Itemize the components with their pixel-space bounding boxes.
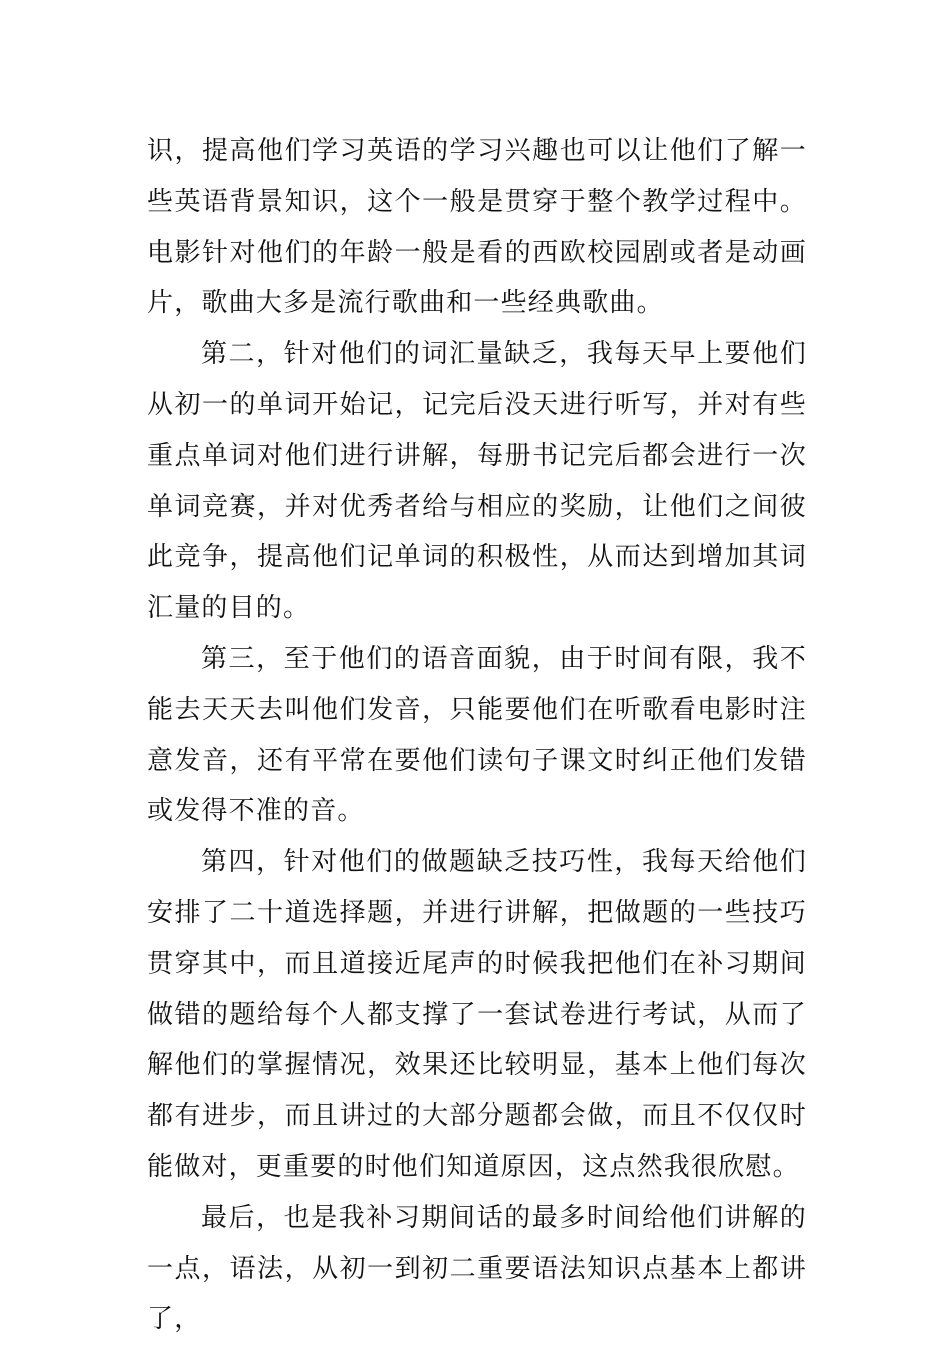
paragraph-fourth-point: 第四，针对他们的做题缺乏技巧性，我每天给他们安排了二十道选择题，并进行讲解，把做题的一些技巧贯穿其中，而且道接近尾声的时候我把他们在补习期间做错的题给每个人都支撑了一套试卷进行考试，从而了解他们的掌握情况，效果还比较明显，基本上他们每次都有进步，而且讲过的大部分题都会做，而且不仅仅时能做对，更重要的时他们知道原因，这点然我很欣慰。: [147, 847, 807, 1182]
paragraph-third-point: 第三，至于他们的语音面貌，由于时间有限，我不能去天天去叫他们发音，只能要他们在听歌看电影时注意发音，还有平常在要他们读句子课文时纠正他们发错或发得不准的音。: [147, 643, 807, 827]
paragraph-second-point: 第二，针对他们的词汇量缺乏，我每天早上要他们从初一的单词开始记，记完后没天进行听写，并对有些重点单词对他们进行讲解，每册书记完后都会进行一次单词竞赛，并对优秀者给与相应的奖励，让他们之间彼此竞争，提高他们记单词的积极性，从而达到增加其词汇量的目的。: [147, 339, 807, 624]
document-body: [147, 126, 807, 1345]
paragraph-continuation: 识，提高他们学习英语的学习兴趣也可以让他们了解一些英语背景知识，这个一般是贯穿于整个教学过程中。电影针对他们的年龄一般是看的西欧校园剧或者是动画片，歌曲大多是流行歌曲和一些经典歌曲。: [147, 136, 807, 319]
paragraph-last-point: 最后，也是我补习期间话的最多时间给他们讲解的一点，语法，从初一到初二重要语法知识点基本上都讲了，: [147, 1202, 807, 1335]
